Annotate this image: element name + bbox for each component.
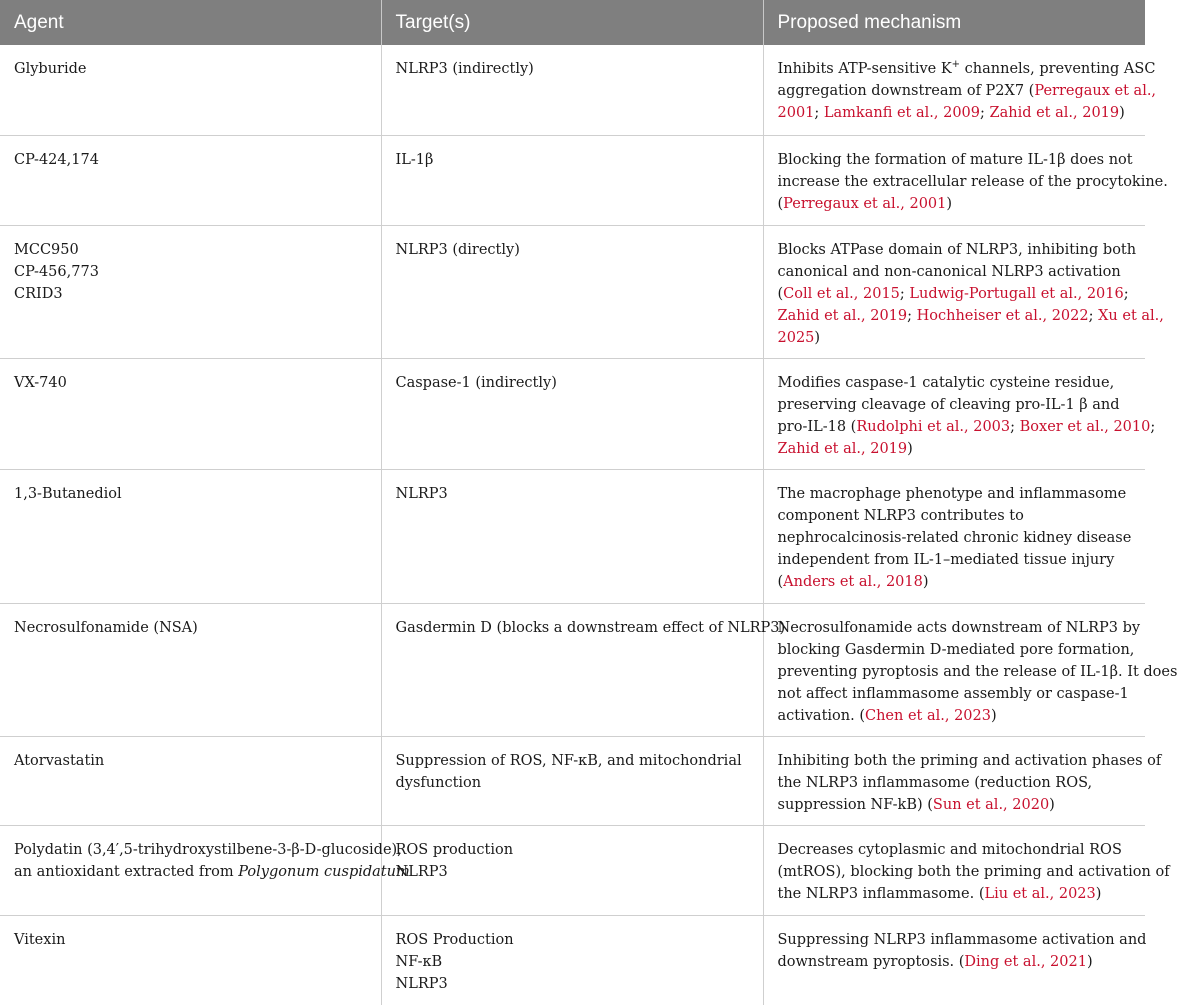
mechanism-line: Suppressing NLRP3 inflammasome activation and: [777, 931, 1147, 948]
mechanism-line: pro-IL-18 (Rudolphi et al., 2003; Boxer et al., 2010;: [777, 418, 1156, 435]
targets-cell: [381, 736, 763, 825]
mechanism-cell: [763, 135, 1168, 225]
targets-cell: [381, 825, 763, 915]
mechanism-line: The macrophage phenotype and inflammasome: [777, 485, 1127, 502]
mechanism-cell: [763, 736, 1162, 825]
agent-cell: [0, 736, 381, 825]
citation-link[interactable]: Coll et al., 2015: [783, 285, 900, 302]
agent-cell: [0, 225, 381, 358]
header-targets: Target(s): [381, 0, 763, 45]
mechanism-line: canonical and non-canonical NLRP3 activation: [777, 263, 1121, 280]
targets-cell: [381, 225, 763, 358]
citation-link[interactable]: Zahid et al., 2019: [777, 440, 908, 457]
header-agent: Agent: [0, 0, 381, 45]
agent-text: CP-424,174: [14, 151, 99, 168]
citation-link[interactable]: Zahid et al., 2019: [777, 307, 908, 324]
mechanism-line: (mtROS), blocking both the priming and activation of: [777, 863, 1170, 880]
citation-link[interactable]: 2001: [777, 105, 815, 121]
agent-text: Atorvastatin: [14, 752, 105, 769]
targets-cell: [381, 915, 763, 1005]
mechanism-line: nephrocalcinosis-related chronic kidney disease: [777, 529, 1132, 546]
mechanism-line: Blocks ATPase domain of NLRP3, inhibiting both: [777, 241, 1137, 258]
citation-link[interactable]: Hochheiser et al., 2022: [916, 307, 1089, 324]
mechanism-line: the NLRP3 inflammasome (reduction ROS,: [777, 774, 1093, 791]
target-text: NF-κB: [395, 953, 443, 970]
mechanism-line: 2025): [777, 329, 821, 346]
mechanism-line: increase the extracellular release of the procytokine.: [777, 173, 1168, 190]
table-row: [0, 45, 1145, 135]
agent-text: an antioxidant extracted from Polygonum cuspidatum: [14, 863, 410, 880]
mechanism-line: Zahid et al., 2019; Hochheiser et al., 2022; Xu et al.,: [777, 307, 1164, 324]
agent-text: VX-740: [14, 374, 67, 391]
target-text: NLRP3: [395, 975, 448, 992]
mechanism-line: aggregation downstream of P2X7 (Perregaux et al.,: [777, 83, 1157, 99]
citation-link[interactable]: Anders et al., 2018: [783, 573, 923, 590]
target-text: NLRP3 (indirectly): [395, 61, 534, 77]
citation-link[interactable]: Rudolphi et al., 2003: [856, 418, 1011, 435]
mechanism-line: Modifies caspase-1 catalytic cysteine residue,: [777, 374, 1115, 391]
mechanism-cell: [763, 825, 1170, 915]
agent-text: CRID3: [14, 285, 63, 302]
mechanism-line: (Anders et al., 2018): [777, 573, 929, 590]
mechanism-cell: [763, 915, 1145, 1005]
mechanism-cell: [763, 603, 1177, 736]
table-row: [0, 225, 1145, 358]
target-text: NLRP3 (directly): [395, 241, 520, 258]
citation-link[interactable]: Lamkanfi et al., 2009: [823, 105, 981, 121]
citation-link[interactable]: Xu et al.,: [1098, 307, 1164, 324]
targets-cell: [381, 603, 786, 736]
table-row: [0, 603, 1145, 736]
citation-link[interactable]: Chen et al., 2023: [864, 707, 991, 724]
table-row: [0, 135, 1145, 225]
table-row: [0, 825, 1145, 915]
citation-link[interactable]: Ding et al., 2021: [964, 953, 1087, 970]
mechanism-line: blocking Gasdermin D-mediated pore formation,: [777, 641, 1135, 658]
agent-text: Polydatin (3,4′,5-trihydroxystilbene-3-β-D-glucoside),: [14, 841, 402, 858]
citation-link[interactable]: Boxer et al., 2010: [1019, 418, 1151, 435]
targets-cell: [381, 45, 763, 135]
mechanism-line: the NLRP3 inflammasome. (Liu et al., 2023): [777, 885, 1102, 902]
mechanism-line: Inhibiting both the priming and activation phases of: [777, 752, 1162, 769]
agent-cell: [0, 825, 410, 915]
mechanism-line: (Perregaux et al., 2001): [777, 195, 953, 212]
agent-cell: [0, 603, 381, 736]
species-name: Polygonum cuspidatum: [238, 863, 410, 880]
citation-link[interactable]: Zahid et al., 2019: [989, 105, 1120, 121]
mechanism-line: Blocking the formation of mature IL-1β does not: [777, 151, 1133, 168]
mechanism-cell: [763, 45, 1157, 135]
mechanism-line: Necrosulfonamide acts downstream of NLRP3 by: [777, 619, 1141, 636]
mechanism-line: downstream pyroptosis. (Ding et al., 2021): [777, 953, 1093, 970]
target-text: NLRP3: [395, 485, 448, 502]
agent-text: Glyburide: [14, 61, 87, 77]
target-text: dysfunction: [395, 774, 482, 791]
mechanism-cell: [763, 358, 1156, 469]
mechanism-cell: [763, 469, 1145, 603]
mechanism-line: not affect inflammasome assembly or caspase-1: [777, 685, 1129, 702]
table-row: [0, 915, 1145, 1005]
agent-text: CP-456,773: [14, 263, 99, 280]
agent-text: 1,3-Butanediol: [14, 485, 122, 502]
header-mechanism: Proposed mechanism: [763, 0, 1145, 45]
agent-cell: [0, 358, 381, 469]
mechanism-line: component NLRP3 contributes to: [777, 507, 1024, 524]
mechanism-line: 2001; Lamkanfi et al., 2009; Zahid et al., 2019): [777, 105, 1125, 121]
mechanism-line: activation. (Chen et al., 2023): [777, 707, 997, 724]
target-text: NLRP3: [395, 863, 448, 880]
citation-link[interactable]: Sun et al., 2020: [932, 796, 1050, 813]
agent-cell: [0, 469, 381, 603]
agent-text: MCC950: [14, 241, 79, 258]
mechanism-line: (Coll et al., 2015; Ludwig-Portugall et al., 2016;: [777, 285, 1129, 302]
agent-text: Necrosulfonamide (NSA): [14, 619, 198, 636]
citation-link[interactable]: Perregaux et al., 2001: [783, 195, 947, 212]
agent-cell: [0, 915, 381, 1005]
mechanism-line: suppression NF-kB) (Sun et al., 2020): [777, 796, 1055, 813]
target-text: IL-1β: [395, 151, 434, 168]
mechanism-line: Zahid et al., 2019): [777, 440, 913, 457]
targets-cell: [381, 469, 763, 603]
mechanism-line: preserving cleavage of cleaving pro-IL-1 β and: [777, 396, 1120, 413]
mechanism-line: Inhibits ATP-sensitive K+ channels, preventing ASC: [777, 59, 1156, 77]
mechanism-line: Decreases cytoplasmic and mitochondrial ROS: [777, 841, 1122, 858]
targets-cell: [381, 135, 763, 225]
header-row: [0, 0, 1145, 45]
target-text: Suppression of ROS, NF-κB, and mitochondrial: [395, 752, 742, 769]
target-text: ROS Production: [395, 931, 514, 948]
table-row: [0, 736, 1145, 825]
targets-cell: [381, 358, 763, 469]
agent-text: Vitexin: [14, 931, 66, 948]
table-row: [0, 358, 1145, 469]
agent-cell: [0, 45, 381, 135]
citation-link[interactable]: Liu et al., 2023: [984, 885, 1096, 902]
target-text: ROS production: [395, 841, 514, 858]
citation-link[interactable]: Perregaux et al.,: [1034, 83, 1157, 99]
citation-link[interactable]: Ludwig-Portugall et al., 2016: [909, 285, 1124, 302]
mechanism-cell: [763, 225, 1164, 358]
mechanism-line: preventing pyroptosis and the release of IL-1β. It does: [777, 663, 1177, 680]
mechanism-line: independent from IL-1–mediated tissue injury: [777, 551, 1115, 568]
citation-link[interactable]: 2025: [777, 329, 815, 346]
table-row: [0, 469, 1145, 603]
target-text: Gasdermin D (blocks a downstream effect of NLRP3): [395, 619, 786, 636]
target-text: Caspase-1 (indirectly): [395, 374, 557, 391]
agent-cell: [0, 135, 381, 225]
